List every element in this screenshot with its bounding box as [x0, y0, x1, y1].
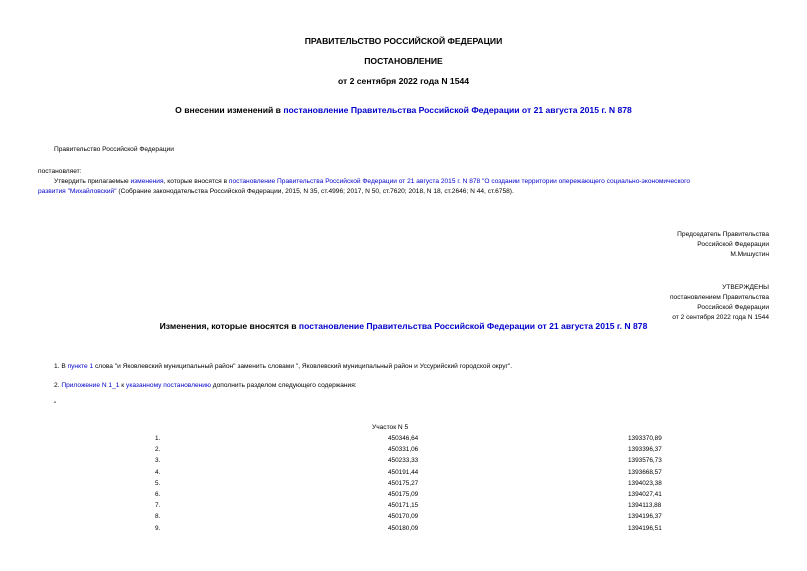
- table-row-number: 4.: [155, 468, 161, 476]
- table-cell-x: 450180,09: [388, 524, 419, 532]
- approved-org: Российской Федерации: [697, 304, 769, 311]
- quote-mark: ": [54, 401, 57, 408]
- said-decree-link[interactable]: указанному постановлению: [126, 382, 211, 389]
- government-label: Правительство Российской Федерации: [54, 146, 174, 153]
- change-item-1: [54, 362, 512, 372]
- signature-title: Председатель Правительства: [677, 231, 769, 238]
- change-item-2: [54, 381, 357, 391]
- paragraph-1-text: Утвердить прилагаемые: [54, 178, 131, 185]
- appendix-link[interactable]: Приложение N 1_1: [61, 382, 120, 389]
- change-item-2-mid: к: [119, 382, 127, 389]
- decree-878-full-link-cont[interactable]: развития "Михайловский": [38, 188, 117, 195]
- changes-title: [0, 321, 807, 331]
- paragraph-1-line-1: [54, 177, 690, 187]
- approved-date: от 2 сентября 2022 года N 1544: [672, 314, 769, 321]
- table-row-number: 2.: [155, 446, 161, 454]
- table-row-number: 1.: [155, 435, 161, 442]
- table-cell-y: 1394196,51: [628, 524, 662, 532]
- table-cell-x: 450175,09: [388, 491, 419, 498]
- change-item-1-prefix: 1. В: [54, 363, 68, 370]
- table-row-number: 3.: [155, 457, 161, 465]
- paragraph-1-text: , которые вносятся в: [163, 178, 229, 185]
- table-cell-x: 450175,27: [388, 479, 419, 487]
- point-1-link[interactable]: пункте 1: [67, 363, 94, 370]
- signature-name: М.Мишустин: [730, 251, 769, 258]
- table-cell-x: 450171,15: [388, 502, 419, 510]
- government-heading: ПРАВИТЕЛЬСТВО РОССИЙСКОЙ ФЕДЕРАЦИИ: [304, 36, 503, 46]
- change-item-2-text: дополнить разделом следующего содержания:: [210, 382, 357, 389]
- table-row-number: 7.: [155, 502, 161, 510]
- table-row-number: 6.: [155, 491, 161, 498]
- change-item-1-text: слова "и Яковлевский муниципальный район" заменить словами ", Яковлевский муниципальный район и Уссурийский городской округ".: [93, 363, 513, 370]
- paragraph-1-line-2: [38, 187, 514, 197]
- table-cell-y: 1394113,88: [628, 502, 662, 510]
- table-row-number: 5.: [155, 479, 161, 487]
- table-section-title: Участок N 5: [372, 424, 409, 431]
- changes-title-prefix: Изменения, которые вносятся в: [159, 321, 299, 331]
- table-cell-y: 1393370,89: [628, 435, 662, 442]
- paragraph-1-text: (Собрание законодательства Российской Федерации, 2015, N 35, ст.4996; 2017, N 50, ст.7620; 2018, N 18, ст.2646; N 44, ст.6758).: [116, 188, 514, 195]
- table-cell-x: 450346,64: [388, 435, 419, 442]
- document-type: ПОСТАНОВЛЕНИЕ: [364, 56, 443, 66]
- table-cell-x: 450191,44: [388, 468, 419, 476]
- table-cell-y: 1394027,41: [628, 491, 662, 498]
- document-title: [0, 105, 807, 115]
- changes-link[interactable]: изменения: [130, 178, 164, 185]
- table-cell-y: 1394196,37: [628, 513, 662, 521]
- decree-878-link[interactable]: постановление Правительства Российской Федерации от 21 августа 2015 г. N 878: [283, 105, 632, 115]
- table-cell-x: 450331,06: [388, 446, 419, 454]
- changes-decree-878-link[interactable]: постановление Правительства Российской Федерации от 21 августа 2015 г. N 878: [298, 321, 648, 331]
- table-cell-x: 450170,09: [388, 513, 419, 521]
- approved-label: УТВЕРЖДЕНЫ: [722, 284, 769, 291]
- table-row-number: 9.: [155, 524, 161, 532]
- document-title-prefix: О внесении изменений в: [175, 105, 284, 115]
- table-cell-x: 450233,33: [388, 457, 419, 465]
- table-cell-y: 1393668,57: [628, 468, 662, 476]
- change-item-2-prefix: 2.: [54, 382, 62, 389]
- signature-org: Российской Федерации: [697, 241, 769, 248]
- table-cell-y: 1393396,37: [628, 446, 662, 454]
- decrees-label: постановляет:: [38, 168, 82, 175]
- table-cell-y: 1393576,73: [628, 457, 662, 465]
- decree-878-full-link[interactable]: постановление Правительства Российской Федерации от 21 августа 2015 г. N 878 "О создании территории опережающего социально-экономического: [228, 178, 691, 185]
- approved-by: постановлением Правительства: [669, 294, 769, 301]
- table-row-number: 8.: [155, 513, 161, 521]
- document-date-number: от 2 сентября 2022 года N 1544: [337, 76, 470, 86]
- table-cell-y: 1394023,38: [628, 479, 662, 487]
